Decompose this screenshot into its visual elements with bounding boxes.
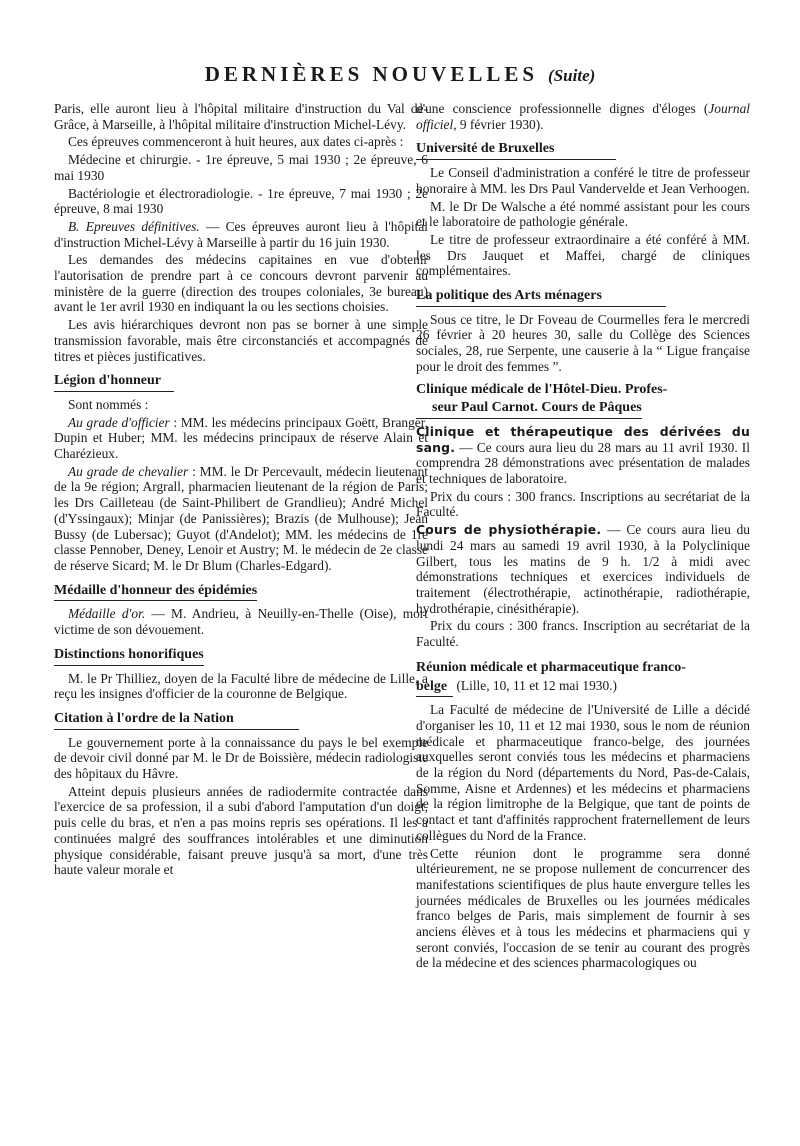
epreuves-text: — Ces épreuves auront lieu à l'hôpital d'instruction Michel-Lévy à Marseille à partir du 16 juin 1930. bbox=[54, 218, 428, 250]
section-title-distinctions: Distinctions honorifiques bbox=[54, 647, 204, 666]
section-title-reunion: Réunion médicale et pharmaceutique franco- bbox=[416, 659, 686, 675]
section-title-clinique: Clinique médicale de l'Hôtel-Dieu. Profes- bbox=[416, 381, 668, 397]
paragraph: Prix du cours : 300 francs. Inscriptions au secrétariat de la Faculté. bbox=[416, 488, 750, 520]
paragraph: Le Conseil d'administration a conféré le titre de professeur honoraire à MM. les Drs Paul Vandervelde et Jean Verhoogen. bbox=[416, 165, 750, 196]
page-title: DERNIÈRES NOUVELLES bbox=[204, 62, 539, 86]
officier-label: Au grade d'officier bbox=[68, 414, 170, 430]
epreuves-label: B. Epreuves définitives. bbox=[68, 218, 200, 234]
page-title-suite: (Suite) bbox=[548, 66, 596, 85]
paragraph: Paris, elle auront lieu à l'hôpital militaire d'instruction du Val de-Grâce, à Marseille, à l'hôpital militaire d'instruction Michel-Lévy. bbox=[54, 101, 428, 132]
section-title-citation: Citation à l'ordre de la Nation bbox=[54, 711, 299, 730]
page-header bbox=[0, 62, 800, 87]
section-title-medaille: Médaille d'honneur des épidémies bbox=[54, 583, 257, 602]
paragraph bbox=[416, 424, 750, 487]
paragraph: Le gouvernement porte à la connaissance du pays le bel exemple de devoir civil donné par M. le Dr de Boissière, médecin radiologiste des hôpitaux du Hâvre. bbox=[54, 734, 428, 782]
medaille-label: Médaille d'or. bbox=[68, 606, 146, 622]
paragraph: Cette réunion dont le programme sera donné ultérieurement, ne se propose nullement de concurrencer des manifestations scientifiques de plus haute envergure telles les journées médicales de Bruxelles ou les journées médicales franco belges de Paris, mais simplement de fournir à ses anciens élèves et à tous les médecins et pharmaciens qui y seront conviés, l'occasion de se tenir au courant des progrès de la médecine et des sciences pharmacologiques ou bbox=[416, 845, 750, 971]
paragraph: Bactériologie et électroradiologie. - 1re épreuve, 7 mai 1930 ; 2e épreuve, 8 mai 1930 bbox=[54, 185, 428, 217]
left-column bbox=[54, 101, 428, 880]
physio-subtitle: Cours de physiothérapie. bbox=[416, 522, 602, 538]
paragraph: Les avis hiérarchiques devront non pas se borner à une simple transmission favorable, mais être circonstanciés et accompagnés de titres et pièces justificatives. bbox=[54, 317, 428, 364]
journal-name: Journal officiel bbox=[416, 101, 750, 132]
paragraph bbox=[54, 415, 428, 462]
paragraph bbox=[416, 522, 750, 616]
journal-text-c: , 9 février 1930). bbox=[453, 116, 544, 132]
section-title-legion: Légion d'honneur bbox=[54, 373, 174, 392]
paragraph bbox=[416, 101, 750, 132]
paragraph: Atteint depuis plusieurs années de radiodermite contractée dans l'exercice de sa profession, il a subi d'abord l'amputation d'un doigt, puis celle du bras, et n'en a pas moins repris ses opérations. Il les a continuées malgré des souffrances intolérables et une diminution physique considérable, faisant preuve jusqu'à sa mort, d'une très haute valeur morale et bbox=[54, 783, 428, 878]
paragraph bbox=[54, 606, 428, 637]
paragraph: La Faculté de médecine de l'Université de Lille a décidé d'organiser les 10, 11 et 12 mai 1930, sous le nom de réunion médicale et pharmaceutique franco-belge, des journées auxquelles seront conviés tous les médecins et pharmaciens de la région du Nord (départements du Nord, Pas-de-Calais, Somme, Aisne et Ardennes) et les médecins et pharmaciens de la région limitrophe de la Belgique, que tant de points de contact et tant d'affinités rapprochent fraternellement de leurs collègues du Nord de la France. bbox=[416, 702, 750, 843]
clinique-subtitle: Clinique et thérapeutique des dérivées du sang. bbox=[416, 423, 750, 455]
paragraph: M. le Pr Thilliez, doyen de la Faculté libre de médecine de Lille, a reçu les insignes d'officier de la couronne de Belgique. bbox=[54, 670, 428, 702]
chevalier-text: : MM. le Dr Percevault, médecin lieutenant de la 9e région; Argrall, pharmacien lieutenant de la région de Paris; les Drs Cailleteau (de Saint-Philibert de Grandlieu); André Michel (d'Yssingaux); Minjar (de Panissières); Brazis (de Mulhouse); Jean Bussy (de Lubersac); Guyot (d'Andelot); MM. les médecins de 1re classe Pennober, Deney, Lenoir et Austry; M. le médecin de 2e classe de réserve Sicard; M. le Dr Blum (Charles-Edgard). bbox=[54, 463, 428, 573]
paragraph: Ces épreuves commenceront à huit heures, aux dates ci-après : bbox=[68, 134, 404, 150]
paragraph bbox=[54, 464, 428, 574]
paragraph bbox=[54, 219, 428, 250]
reunion-dates: (Lille, 10, 11 et 12 mai 1930.) bbox=[453, 677, 617, 693]
paragraph: Prix du cours : 300 francs. Inscription au secrétariat de la Faculté. bbox=[416, 618, 750, 650]
chevalier-label: Au grade de chevalier bbox=[68, 463, 189, 479]
paragraph: Les demandes des médecins capitaines en vue d'obtenir l'autorisation de prendre part à ce concours devront parvenir au ministère de la guerre (direction des troupes coloniales, 3e bureau) avant le 1er avril 1930 en indiquant la ou les sections choisies. bbox=[54, 252, 428, 315]
paragraph: M. le Dr De Walsche a été nommé assistant pour les cours et le laboratoire de pathologie générale. bbox=[416, 198, 750, 230]
clinique-text: — Ce cours aura lieu du 28 mars au 11 avril 1930. Il comprendra 28 démonstrations avec présentation de malades et techniques de laboratoire. bbox=[416, 439, 750, 487]
right-column bbox=[416, 101, 750, 973]
paragraph: Sont nommés : bbox=[68, 396, 149, 412]
section-title-arts: La politique des Arts ménagers bbox=[416, 288, 666, 307]
medaille-text: — M. Andrieu, à Neuilly-en-Thelle (Oise), mort victime de son dévouement. bbox=[54, 606, 428, 638]
journal-text-a: d'une conscience professionnelle dignes d'éloges ( bbox=[416, 101, 709, 116]
paragraph: Médecine et chirurgie. - 1re épreuve, 5 mai 1930 ; 2e épreuve, 6 mai 1930 bbox=[54, 152, 428, 183]
section-title-bruxelles: Université de Bruxelles bbox=[416, 141, 616, 160]
physio-text: — Ce cours aura lieu du lundi 24 mars au samedi 19 avril 1930, à la Polyclinique Gilbert, tous les matins de 9 h. 1/2 à midi avec démonstrations techniques et exercices individuels de traitement (électrothérapie, actinothérapie, radiothérapie, hydrothérapie, cinésithérapie). bbox=[416, 522, 750, 616]
section-title-clinique-2: seur Paul Carnot. Cours de Pâques bbox=[416, 400, 642, 419]
paragraph: Sous ce titre, le Dr Foveau de Courmelles fera le mercredi 26 février à 20 heures 30, salle du Collège des Sciences sociales, 28, rue Serpente, une causerie à la “ Ligue française pour le droit des femmes ”. bbox=[416, 311, 750, 374]
reunion-title-belge: belge bbox=[416, 679, 453, 698]
section-title-reunion-2 bbox=[416, 678, 750, 699]
paragraph: Le titre de professeur extraordinaire a été conféré à MM. les Drs Jauquet et Maffei, chargé de cliniques complémentaires. bbox=[416, 231, 750, 279]
officier-text: : MM. les médecins principaux Goëtt, Branger, Dupin et Huber; MM. les médecins principaux de réserve Alain et Charézieux. bbox=[54, 414, 428, 462]
